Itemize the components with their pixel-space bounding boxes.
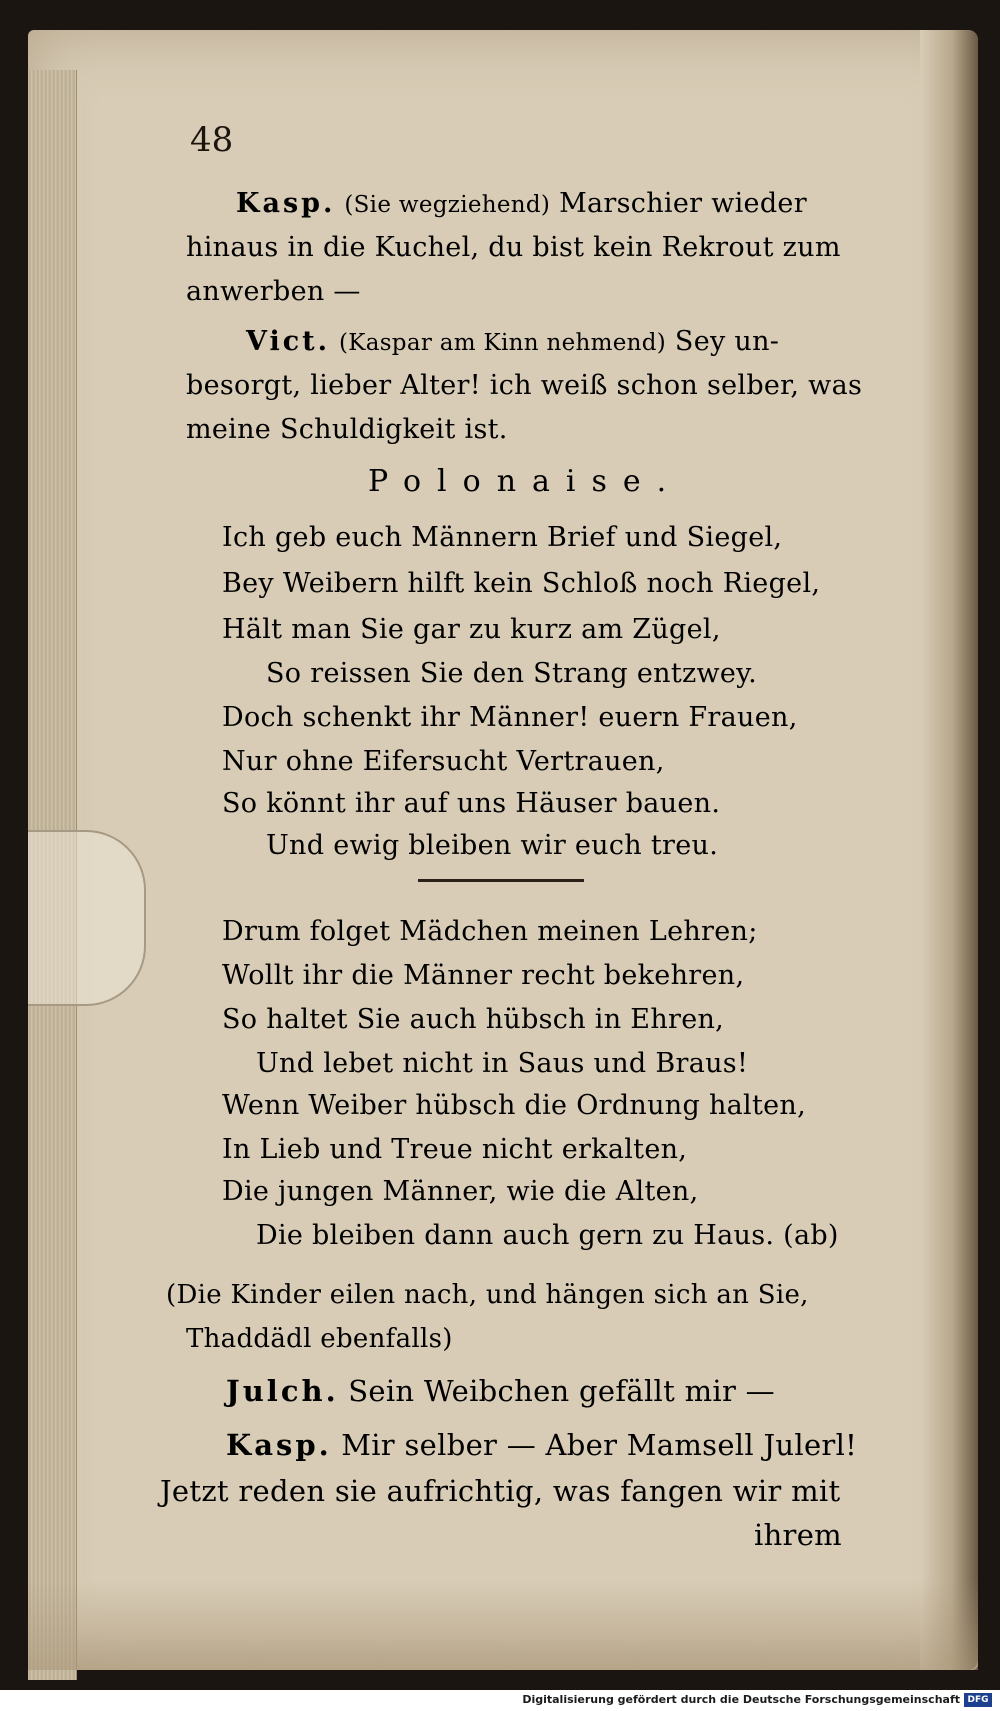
verse-line: Wollt ihr die Männer recht bekehren,: [222, 960, 745, 991]
verse-line: Drum folget Mädchen meinen Lehren;: [222, 916, 758, 947]
verse-line: Und ewig bleiben wir euch treu.: [266, 830, 719, 861]
page-number: 48: [190, 120, 234, 160]
verse-line: Ich geb euch Männern Brief und Siegel,: [222, 522, 783, 553]
line-text: Sein Weibchen gefällt mir —: [348, 1374, 775, 1408]
line-text: Mir selber — Aber Mamsell Julerl!: [341, 1428, 858, 1462]
verse-line: Die jungen Männer, wie die Alten,: [222, 1176, 699, 1207]
verse-line: Bey Weibern hilft kein Schloß noch Riegel,: [222, 568, 821, 599]
speaker-name: Vict.: [246, 326, 331, 357]
verse-line: Wenn Weiber hübsch die Ordnung halten,: [222, 1090, 806, 1121]
dfg-logo-icon: DFG: [964, 1693, 992, 1707]
stage-direction: Thaddädl ebenfalls): [186, 1324, 453, 1354]
verse-line: Nur ohne Eifersucht Vertrauen,: [222, 746, 665, 777]
stage-direction: (Kaspar am Kinn nehmend): [338, 330, 667, 356]
verse-line: Hält man Sie gar zu kurz am Zügel,: [222, 614, 721, 645]
page-gutter: [920, 30, 978, 1670]
dialogue-line: hinaus in die Kuchel, du bist kein Rekrout zum: [186, 232, 841, 263]
dialogue-line: Jetzt reden sie aufrichtig, was fangen wir mit: [160, 1474, 841, 1508]
catchword: ihrem: [754, 1518, 842, 1552]
verse-line: Doch schenkt ihr Männer! euern Frauen,: [222, 702, 798, 733]
section-divider: [418, 879, 584, 882]
dialogue-line: anwerben —: [186, 276, 361, 307]
page-shadow: [28, 1580, 978, 1670]
verse-line: In Lieb und Treue nicht erkalten,: [222, 1134, 688, 1165]
funding-credit: Digitalisierung gefördert durch die Deutsche Forschungsgemeinschaft: [522, 1693, 960, 1706]
line-text: Sey un-: [674, 326, 780, 357]
line-text: Marschier wieder: [559, 188, 807, 219]
dialogue-line: besorgt, lieber Alter! ich weiß schon selber, was: [186, 370, 863, 401]
verse-line: Und lebet nicht in Saus und Braus!: [256, 1048, 749, 1079]
stage-direction: (Die Kinder eilen nach, und hängen sich an Sie,: [166, 1280, 809, 1310]
dialogue-line: meine Schuldigkeit ist.: [186, 414, 508, 445]
speaker-name: Kasp.: [226, 1428, 332, 1462]
verse-line: Die bleiben dann auch gern zu Haus. (ab): [256, 1220, 839, 1251]
paper-tab-marker: [28, 830, 146, 1006]
verse-line: So reissen Sie den Strang entzwey.: [266, 658, 758, 689]
digitization-footer: [0, 1690, 1000, 1711]
verse-line: So haltet Sie auch hübsch in Ehren,: [222, 1004, 725, 1035]
verse-line: So könnt ihr auf uns Häuser bauen.: [222, 788, 721, 819]
speaker-name: Julch.: [226, 1374, 339, 1408]
speaker-name: Kasp.: [236, 188, 336, 219]
dialogue-line: [236, 188, 807, 219]
song-heading: Polonaise.: [368, 464, 683, 499]
dialogue-line: [246, 326, 779, 357]
stage-direction: (Sie wegziehend): [344, 192, 551, 218]
dialogue-line: [226, 1428, 857, 1462]
dialogue-line: [226, 1374, 775, 1408]
